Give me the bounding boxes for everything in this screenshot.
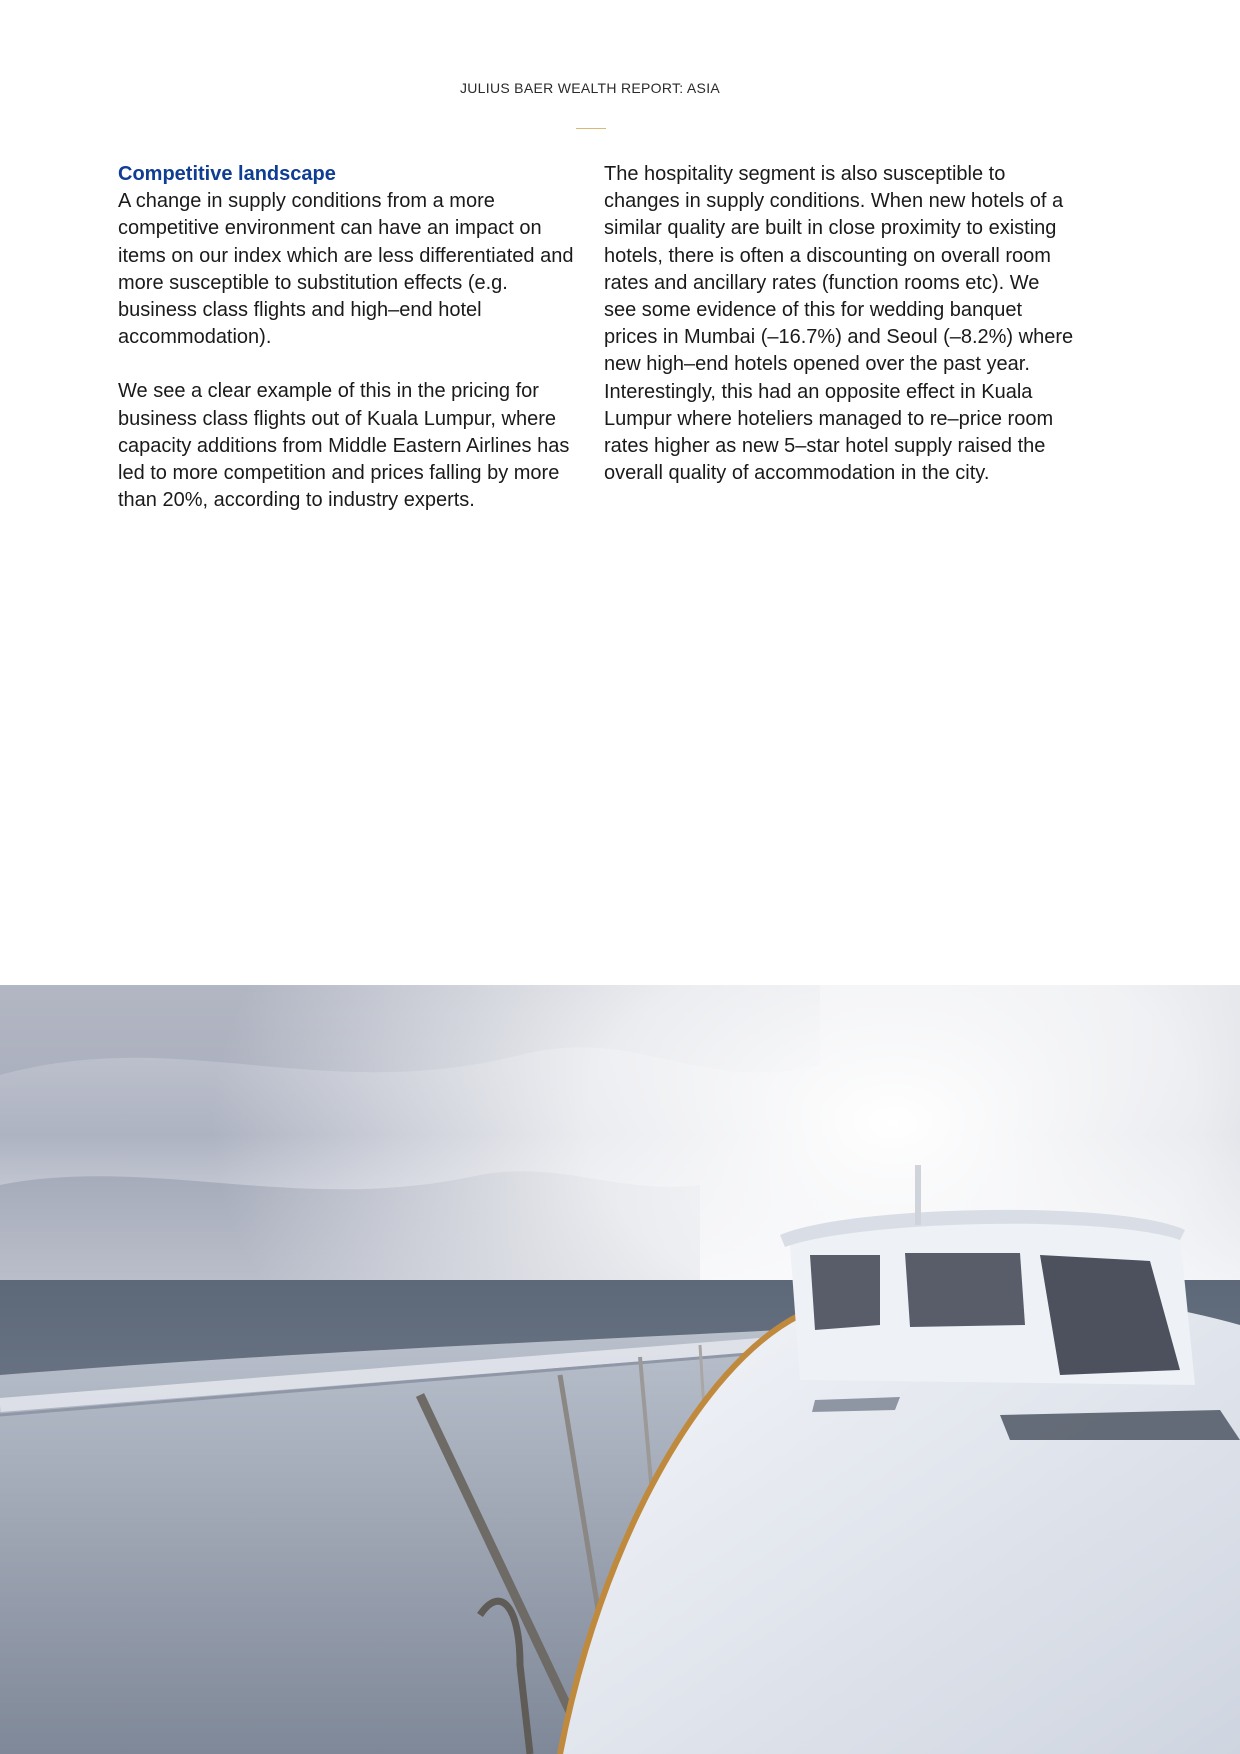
left-column [118,161,588,514]
section-heading: Competitive landscape [118,163,336,185]
yacht-photo [0,985,1240,1754]
running-header: JULIUS BAER WEALTH REPORT: ASIA [459,80,721,96]
left-paragraph-1: A change in supply conditions from a more competitive environment can have an impact on items on our index which are less differentiated and more susceptible to substitution effects (e.g. business class flights and high–end hotel accommodation). [118,190,574,349]
yacht-illustration [0,985,1240,1754]
right-column [604,161,1074,487]
header-divider [576,128,606,129]
left-paragraph-2: We see a clear example of this in the pricing for business class flights out of Kuala Lumpur, where capacity additions from Middle Eastern Airlines has led to more competition and prices falling by more than 20%, according to industry experts. [118,380,570,512]
right-paragraph-1: The hospitality segment is also susceptible to changes in supply conditions. When new hotels of a similar quality are built in close proximity to existing hotels, there is often a discounting on overall room rates and ancillary rates (function rooms etc). We see some evidence of this for wedding banquet prices in Mumbai (–16.7%) and Seoul (–8.2%) where new high–end hotels opened over the past year. Interestingly, this had an opposite effect in Kuala Lumpur where hoteliers managed to re–price room rates higher as new 5–star hotel supply raised the overall quality of accommodation in the city. [604,163,1074,485]
